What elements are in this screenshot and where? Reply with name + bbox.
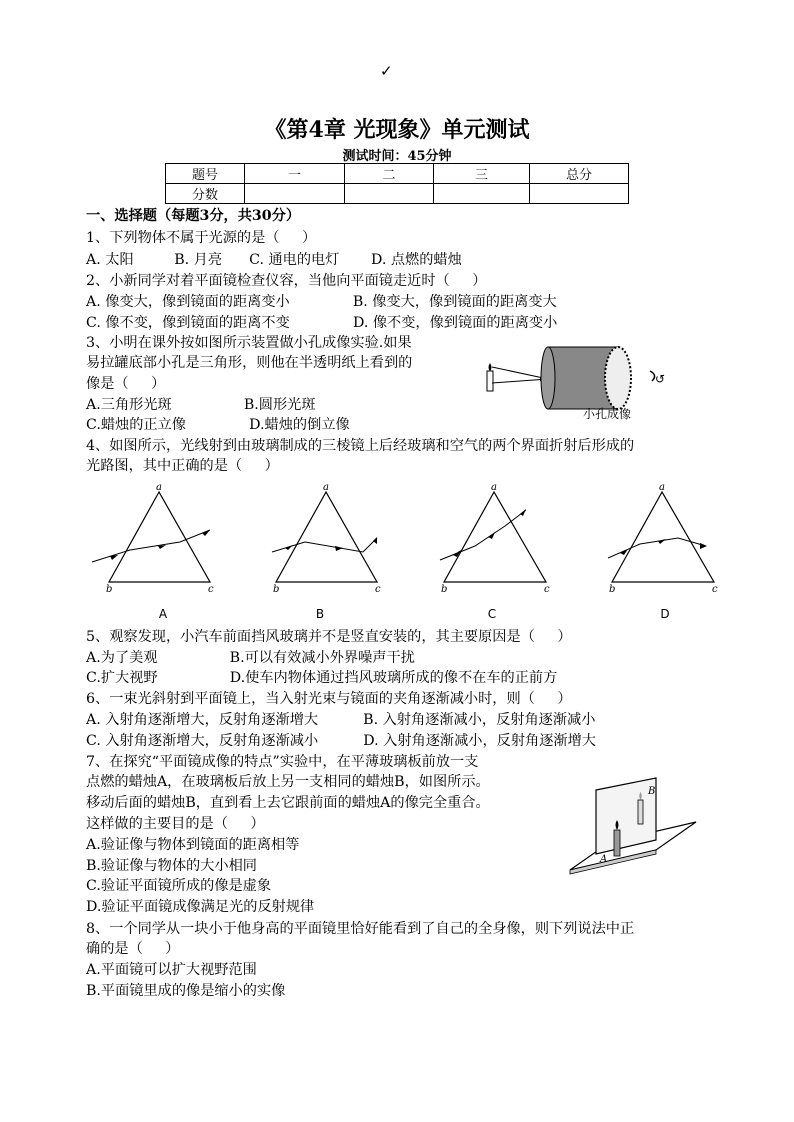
checkmark: ✓ (380, 62, 393, 80)
question-line: B.平面镜里成的像是缩小的实像 (86, 983, 286, 999)
vertex-b: b (273, 584, 280, 595)
pinhole-diagram (480, 333, 670, 423)
question-line: 易拉罐底部小孔是三角形，则他在半透明纸上看到的 (86, 355, 413, 371)
svg-text:↺: ↺ (655, 372, 666, 386)
prism-diagrams (80, 480, 740, 620)
label-a: A (600, 854, 608, 865)
header-cell: 题号 (166, 164, 245, 184)
question-line: 点燃的蜡烛A，在玻璃板后放上另一支相同的蜡烛B，如图所示。 (86, 774, 490, 790)
question-line: 5、观察发现，小汽车前面挡风玻璃并不是竖直安装的，其主要原因是（ ） (86, 629, 572, 645)
question-line: A.验证像与物体到镜面的距离相等 (86, 837, 300, 853)
vertex-a: a (323, 482, 329, 493)
header-cell: 总分 (530, 164, 629, 184)
score-input-cell[interactable] (530, 184, 629, 204)
vertex-b: b (441, 584, 448, 595)
header-cell: 二 (345, 164, 434, 184)
question-line: A. 入射角逐渐增大，反射角逐渐增大 B. 入射角逐渐减小，反射角逐渐减小 (86, 712, 596, 728)
question-line: 像是（ ） (86, 376, 166, 392)
question-line: C.验证平面镜所成的像是虚象 (86, 878, 272, 894)
vertex-a: a (156, 482, 162, 493)
mirror-experiment-diagram (560, 770, 700, 890)
score-input-cell[interactable] (345, 184, 434, 204)
question-line: 8、一个同学从一块小于他身高的平面镜里恰好能看到了自己的全身像，则下列说法中正 (86, 921, 635, 937)
question-line: B.验证像与物体的大小相同 (86, 858, 257, 874)
vertex-c: c (208, 584, 214, 595)
vertex-c: c (712, 584, 718, 595)
vertex-b: b (609, 584, 616, 595)
vertex-b: b (106, 584, 113, 595)
prism-a (92, 482, 214, 595)
question-line: 7、在探究“平面镜成像的特点”实验中，在平薄玻璃板前放一支 (86, 754, 479, 770)
option-d-label: D (660, 607, 670, 620)
question-line: 2、小新同学对着平面镜检查仪容，当他向平面镜走近时（ ） (86, 273, 487, 289)
test-time: 测试时间：45分钟 (342, 149, 452, 164)
header-cell: 三 (434, 164, 530, 184)
question-line: C.扩大视野 D.使车内物体通过挡风玻璃所成的像不在车的正前方 (86, 670, 558, 686)
question-line: 1、下列物体不属于光源的是（ ） (86, 230, 317, 246)
question-line: 4、如图所示，光线射到由玻璃制成的三棱镜上后经玻璃和空气的两个界面折射后形成的 (86, 438, 635, 454)
prism-b (272, 482, 381, 595)
question-line: A.平面镜可以扩大视野范围 (86, 962, 257, 978)
question-line: 光路图，其中正确的是（ ） (86, 458, 279, 474)
vertex-c: c (375, 584, 381, 595)
prism-c (440, 482, 550, 595)
page-title: 《第4章 光现象》单元测试 (264, 117, 530, 143)
section-heading: 一、选择题（每题3分，共30分） (86, 208, 301, 224)
question-line: C.蜡烛的正立像 D.蜡烛的倒立像 (86, 417, 350, 433)
option-b-label: B (315, 607, 325, 620)
question-line: 移动后面的蜡烛B，直到看上去它跟前面的蜡烛A的像完全重合。 (86, 795, 490, 811)
question-line: A. 太阳 B. 月亮 C. 通电的电灯 D. 点燃的蜡烛 (86, 252, 462, 268)
question-line: A.三角形光斑 B.圆形光斑 (86, 397, 316, 413)
score-label-cell: 分数 (166, 184, 245, 204)
question-line: 6、一束光斜射到平面镜上，当入射光束与镜面的夹角逐渐减小时，则（ ） (86, 691, 572, 707)
question-line: A. 像变大，像到镜面的距离变小 B. 像变大，像到镜面的距离变大 (86, 294, 557, 310)
prism-d (608, 482, 718, 595)
vertex-a: a (659, 482, 665, 493)
option-a-label: A (158, 607, 168, 620)
question-line: 3、小明在课外按如图所示装置做小孔成像实验.如果 (86, 335, 412, 351)
score-input-cell[interactable] (245, 184, 345, 204)
vertex-c: c (544, 584, 550, 595)
score-table (165, 163, 629, 204)
question-line: C. 入射角逐渐增大，反射角逐渐减小 D. 入射角逐渐减小，反射角逐渐增大 (86, 733, 596, 749)
label-b: B (648, 786, 656, 797)
question-line: A.为了美观 B.可以有效减小外界噪声干扰 (86, 650, 415, 666)
can-icon (541, 347, 631, 409)
header-cell: 一 (245, 164, 345, 184)
question-line: 确的是（ ） (86, 941, 180, 957)
question-line: D.验证平面镜成像满足光的反射规律 (86, 899, 315, 915)
question-line: C. 像不变，像到镜面的距离不变 D. 像不变，像到镜面的距离变小 (86, 315, 558, 331)
question-line: 这样做的主要目的是（ ） (86, 816, 265, 832)
pinhole-caption: 小孔成像 (583, 407, 632, 421)
option-c-label: C (487, 607, 497, 620)
vertex-a: a (491, 482, 497, 493)
score-input-cell[interactable] (434, 184, 530, 204)
